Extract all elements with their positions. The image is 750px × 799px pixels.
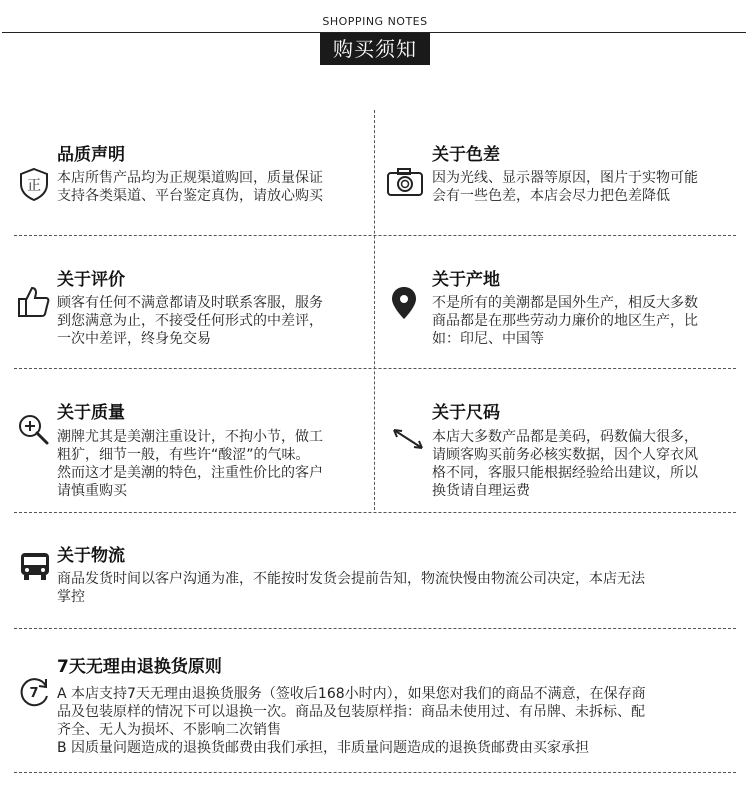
origin-title: 关于产地: [432, 270, 500, 290]
sizing-title: 关于尺码: [432, 403, 500, 423]
row-divider: [14, 628, 736, 629]
resize-arrows-icon: [390, 424, 426, 460]
reviews-text: 顾客有任何不满意都请及时联系客服，服务 到您满意为止，不接受任何形式的中差评， 一次中差评，终身免交易: [57, 295, 323, 347]
shield-zheng-icon: [16, 166, 52, 202]
page-title: 购买须知: [320, 33, 430, 65]
quality-statement-title: 品质声明: [57, 145, 125, 165]
product-quality-text: 潮牌尤其是美潮注重设计，不拘小节，做工 粗犷，细节一般，有些许“酸涩”的气味。 然而这才是美潮的特色，注重性价比的客户 请慎重购买: [57, 429, 323, 499]
returns-text: A 本店支持7天无理由退换货服务（签收后168小时内），如果您对我们的商品不满意，在保存商 品及包装原样的情况下可以退换一次。商品及包装原样指：商品未使用过、有吊牌、未拆标、配 齐全、无人为损坏、不影响二次销售 B 因质量问题造成的退换货邮费由我们承担，非质量问题造成的退换货邮费由买家承担: [57, 686, 646, 756]
color-difference-text: 因为光线、显示器等原因，图片于实物可能 会有一些色差，本店会尽力把色差降低: [432, 170, 698, 204]
column-divider: [374, 110, 375, 510]
logistics-text: 商品发货时间以客户沟通为准，不能按时发货会提前告知，物流快慢由物流公司决定，本店无法 掌控: [57, 571, 645, 605]
color-difference-title: 关于色差: [432, 145, 500, 165]
quality-statement-text: 本店所售产品均为正规渠道购回，质量保证 支持各类渠道、平台鉴定真伪，请放心购买: [57, 170, 323, 204]
header-subtitle: SHOPPING NOTES: [322, 15, 428, 28]
sizing-text: 本店大多数产品都是美码，码数偏大很多， 请顾客购买前务必核实数据，因个人穿衣风 格不同，客服只能根据经验给出建议，所以 换货请自理运费: [432, 429, 698, 499]
product-quality-title: 关于质量: [57, 403, 125, 423]
row-divider: [14, 772, 736, 773]
thumbs-up-icon: [16, 284, 52, 320]
truck-icon: [18, 549, 54, 585]
row-divider: [14, 512, 736, 513]
row-divider: [14, 368, 736, 369]
row-divider: [14, 235, 736, 236]
logistics-title: 关于物流: [57, 546, 125, 566]
location-pin-icon: [386, 285, 422, 321]
seven-day-return-icon: [16, 674, 52, 710]
returns-title: 7天无理由退换货原则: [57, 657, 222, 677]
origin-text: 不是所有的美潮都是国外生产，相反大多数 商品都是在那些劳动力廉价的地区生产，比 如：印尼、中国等: [432, 295, 698, 347]
camera-icon: [386, 164, 424, 200]
svg-text:7: 7: [29, 686, 39, 701]
reviews-title: 关于评价: [57, 270, 125, 290]
magnifier-plus-icon: [16, 412, 52, 448]
svg-text:正: 正: [27, 178, 41, 194]
